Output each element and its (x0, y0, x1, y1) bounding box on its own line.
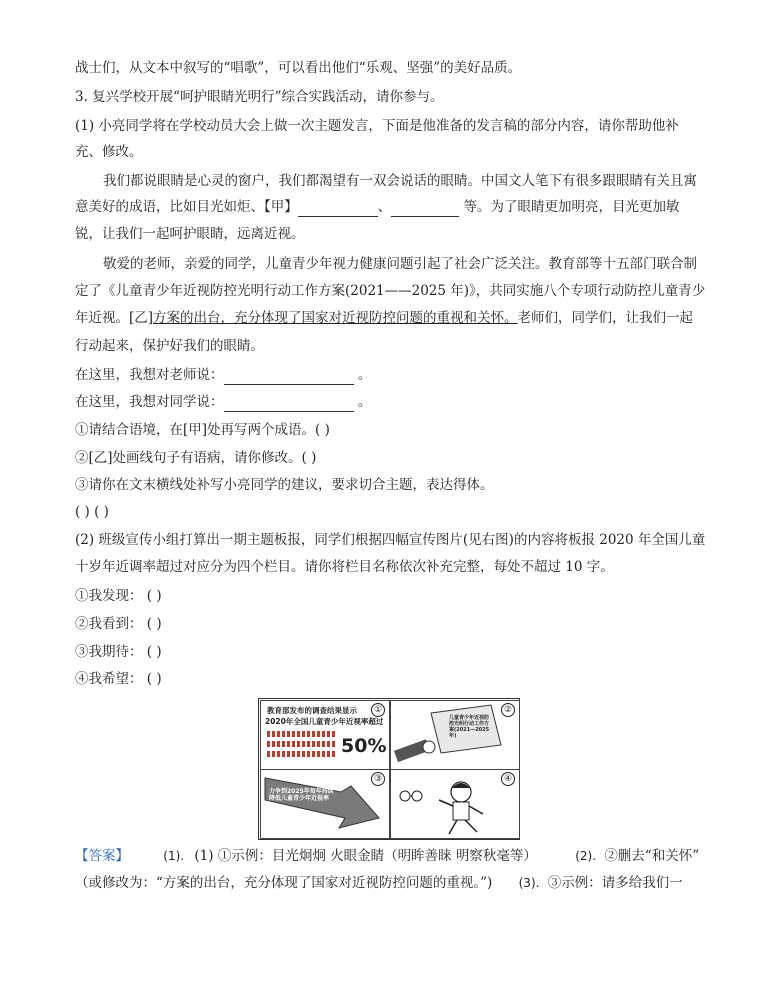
text-segment: 在这里，我想对老师说： (75, 367, 224, 383)
text-line: 行动起来，保护好我们的眼睛。 (75, 338, 264, 354)
text-segment: 意美好的成语，比如目光如炬、【甲】 (75, 199, 298, 215)
fill-blank-1[interactable] (298, 202, 378, 217)
section-item: ①我发现： ( ) (75, 588, 162, 604)
answer-number: (1). (163, 849, 185, 863)
section-item: ②我看到： ( ) (75, 616, 162, 632)
text-line: 充、修改。 (75, 144, 143, 160)
text-line (75, 392, 371, 412)
fill-blank-2[interactable] (391, 202, 459, 217)
sub-question: ②[乙]处画线句子有语病，请你修改。( ) (75, 450, 317, 466)
text-line (75, 308, 693, 328)
text-line: 十岁年近调率超过对应分为四个栏目。请你将栏目名称依次补充完整，每处不超过 10 字。 (75, 559, 614, 575)
panel-number: ② (501, 703, 515, 717)
comic-image (258, 698, 520, 840)
text-line: 锐，让我们一起呵护眼睛，远离近视。 (75, 226, 305, 242)
text-segment: 在这里，我想对同学说： (75, 394, 224, 410)
classmate-blank[interactable] (224, 397, 354, 412)
arrow-down-icon (261, 770, 389, 838)
text-segment: 。 (357, 367, 372, 383)
answer-number: (2). (575, 849, 597, 863)
text-segment: 老师们，同学们，让我们一起 (517, 310, 694, 326)
text-line: 战士们，从文本中叙写的“唱歌”，可以看出他们“乐观、坚强”的美好品质。 (75, 60, 522, 76)
panel-subtitle: 2020年全国儿童青少年近视率超过 (265, 717, 384, 726)
panel-number: ① (371, 703, 385, 717)
text-line: 敬爱的老师，亲爱的同学，儿童青少年视力健康问题引起了社会广泛关注。教育部等十五部门联合制 (103, 256, 697, 272)
text-line: (1) 小亮同学将在学校动员大会上做一次主题发言，下面是他准备的发言稿的部分内容，请你帮助他补 (75, 118, 679, 134)
text-line (75, 365, 371, 385)
underlined-sentence: 方案的出台，充分体现了国家对近视防控问题的重视和关怀。 (153, 310, 518, 326)
panel-number: ④ (501, 772, 515, 786)
answer-text: （或修改为：“方案的出台，充分体现了国家对近视防控问题的重视。”) (75, 875, 493, 891)
answer-text: (1) ①示例：目光炯炯 火眼金睛（明眸善睐 明察秋毫等） (194, 848, 537, 864)
text-segment: 年近视。[乙] (75, 310, 154, 326)
sub-question: ③请你在文末横线处补写小亮同学的建议，要求切合主题，表达得体。 (75, 477, 494, 493)
comic-panel-2 (390, 700, 520, 770)
question-heading: 3. 复兴学校开展“呵护眼睛光明行”综合实践活动，请你参与。 (75, 89, 444, 105)
text-segment: 。 (357, 394, 372, 410)
comic-panel-3 (260, 769, 390, 839)
comic-panel-4 (390, 769, 520, 839)
answer-text: ②删去“和关怀” (604, 848, 700, 864)
panel-caption: 力争到2025年每年持续降低儿童青少年近视率 (269, 788, 334, 802)
panel-title: 教育部发布的调查结果显示 (267, 706, 357, 715)
text-segment: 等。为了眼睛更加明亮，目光更加敏 (463, 199, 680, 215)
answer-parens: ( ) ( ) (75, 504, 109, 520)
sub-question: ①请结合语境，在[甲]处再写两个成语。( ) (75, 422, 330, 438)
teacher-blank[interactable] (224, 370, 354, 385)
answer-number: (3). (518, 876, 540, 890)
running-boy-icon (391, 770, 519, 838)
section-item: ④我希望： ( ) (75, 671, 162, 687)
text-line: 我们都说眼睛是心灵的窗户，我们都渴望有一双会说话的眼睛。中国文人笔下有很多跟眼睛有关且寓 (103, 173, 697, 189)
percentage-label: 50% (341, 735, 387, 757)
answer-line (75, 873, 683, 893)
panel-number: ③ (371, 772, 385, 786)
text-line: (2) 班级宣传小组打算出一期主题板报，同学们根据四幅宣传图片(见右图)的内容将板报 2020 年全国儿童 (75, 532, 706, 548)
section-item: ③我期待： ( ) (75, 644, 162, 660)
text-segment: 、 (377, 199, 392, 215)
document-title: 儿童青少年近视防控光明行动工作方案(2021—2025年) (449, 715, 490, 739)
answer-tag: 【答案】 (75, 848, 129, 864)
answer-text: ③示例：请多给我们一 (547, 875, 683, 891)
text-line: 定了《儿童青少年近视防控光明行动工作方案(2021——2025 年)》，共同实施八个专项行动防控儿童青少 (75, 283, 706, 299)
answer-line (75, 846, 699, 866)
comic-panel-1 (260, 700, 390, 770)
text-line (75, 197, 680, 217)
